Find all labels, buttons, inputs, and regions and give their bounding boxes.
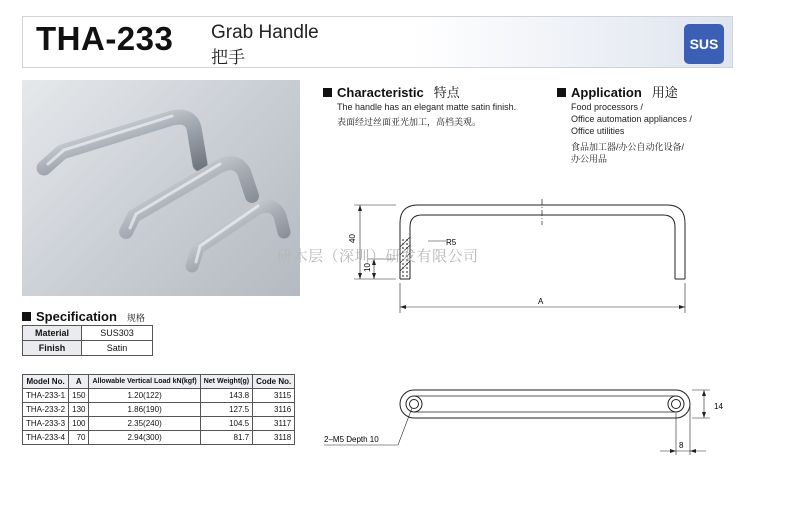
table-row	[23, 431, 295, 445]
product-photo	[22, 80, 300, 296]
application-line: Food processors /	[571, 102, 644, 112]
table-cell: 81.7	[200, 431, 252, 445]
table-cell: THA-233-1	[23, 389, 69, 403]
table-cell: 70	[69, 431, 89, 445]
application-line: Office automation appliances /	[571, 114, 692, 124]
table-cell: 150	[69, 389, 89, 403]
product-title-en: Grab Handle	[211, 22, 319, 43]
table-cell: 3117	[253, 417, 295, 431]
bullet-square-icon	[557, 88, 566, 97]
table-cell: THA-233-3	[23, 417, 69, 431]
bullet-square-icon	[323, 88, 332, 97]
table-row	[23, 389, 295, 403]
table-row	[23, 326, 153, 341]
application-line-cn: 食品加工器/办公自动化设备/	[571, 142, 685, 152]
specification-label-cn: 规格	[126, 313, 145, 323]
model-number: THA-233	[36, 20, 174, 57]
top-view-drawing	[320, 383, 723, 463]
specification-label: Specification	[36, 309, 117, 324]
table-cell: 3116	[253, 403, 295, 417]
characteristic-heading	[323, 82, 460, 101]
table-cell: 3115	[253, 389, 295, 403]
table-cell: 130	[69, 403, 89, 417]
table-cell: 127.5	[200, 403, 252, 417]
table-cell: 1.86(190)	[89, 403, 200, 417]
column-header: Allowable Vertical Load kN(kgf)	[89, 375, 200, 389]
table-cell: 2.94(300)	[89, 431, 200, 445]
table-cell: 2.35(240)	[89, 417, 200, 431]
table-row	[23, 417, 295, 431]
table-row	[23, 403, 295, 417]
thread-spec-label: 2–M5 Depth 10	[324, 435, 379, 444]
specification-heading	[22, 309, 145, 324]
column-header: Code No.	[253, 375, 295, 389]
table-cell: 100	[69, 417, 89, 431]
length-dim-label: A	[538, 297, 544, 306]
application-line-cn: 办公用品	[571, 154, 608, 164]
hole-offset-label: 8	[679, 441, 684, 450]
column-header: Net Weight(g)	[200, 375, 252, 389]
application-line: Office utilities	[571, 126, 625, 136]
watermark: 研木层（深圳）研发有限公司	[277, 248, 479, 265]
column-header: A	[69, 375, 89, 389]
table-cell: 143.8	[200, 389, 252, 403]
column-header: Model No.	[23, 375, 69, 389]
width-dim-label: 14	[714, 402, 723, 411]
handles-illustration	[22, 80, 300, 296]
spec-key: Material	[23, 326, 82, 341]
depth-dim-label: 10	[363, 263, 372, 272]
characteristic-text-en: The handle has an elegant matte satin finish.	[337, 102, 517, 112]
specification-table	[22, 325, 153, 356]
model-table	[22, 374, 295, 445]
product-title-cn: 把手	[211, 48, 245, 67]
table-row	[23, 341, 153, 356]
sus-badge: SUS	[684, 24, 724, 64]
application-heading	[557, 82, 678, 101]
bullet-square-icon	[22, 312, 31, 321]
application-label: Application	[571, 85, 642, 100]
table-cell: THA-233-4	[23, 431, 69, 445]
application-text	[571, 101, 751, 165]
table-cell: 1.20(122)	[89, 389, 200, 403]
table-header-row	[23, 375, 295, 389]
characteristic-label-cn: 特点	[433, 85, 460, 100]
height-dim-label: 40	[348, 234, 357, 243]
table-cell: 3118	[253, 431, 295, 445]
spec-value: SUS303	[82, 326, 153, 341]
characteristic-text-cn: 表面经过丝面亚光加工，高档美观。	[337, 117, 482, 127]
spec-key: Finish	[23, 341, 82, 356]
application-label-cn: 用途	[651, 85, 678, 100]
table-cell: 104.5	[200, 417, 252, 431]
radius-dim-label: R5	[446, 238, 457, 247]
spec-value: Satin	[82, 341, 153, 356]
characteristic-label: Characteristic	[337, 85, 424, 100]
table-cell: THA-233-2	[23, 403, 69, 417]
